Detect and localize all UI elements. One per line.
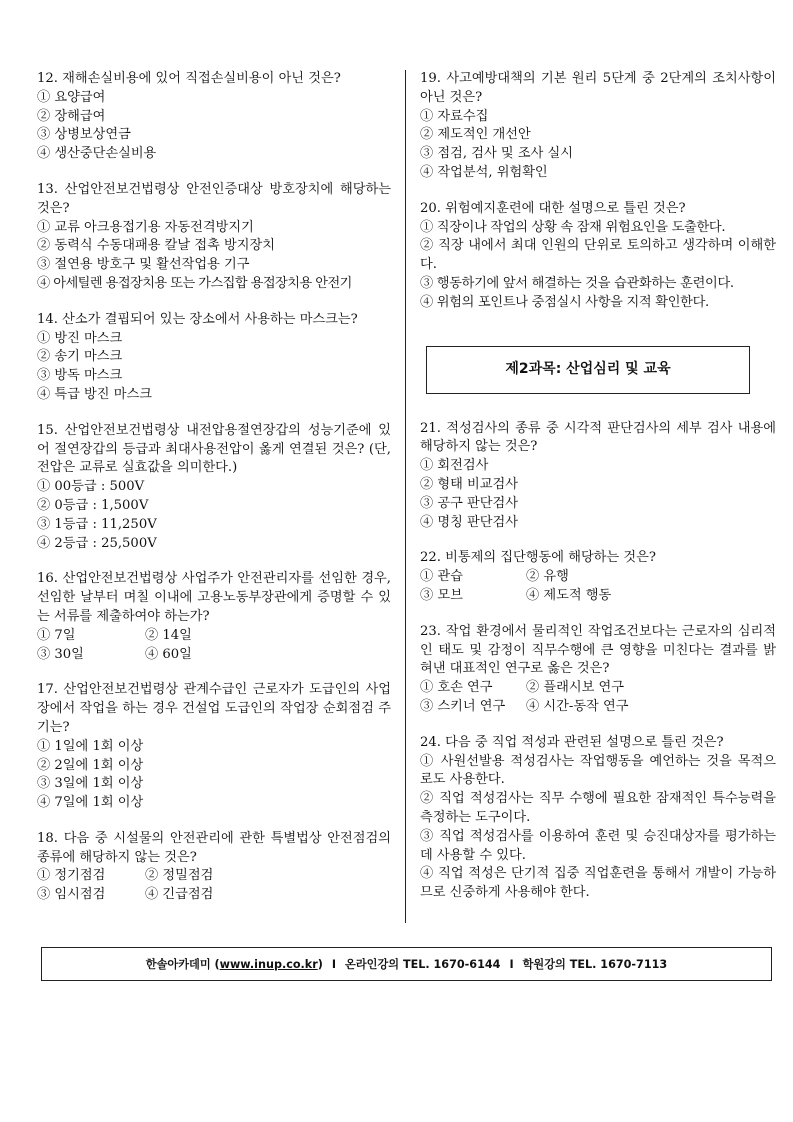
option-row: [37, 867, 391, 886]
option-3: ③ 1등급 : 11,250V: [37, 516, 157, 532]
question-19: [420, 70, 776, 183]
option-3: ③ 공구 판단검사: [420, 495, 519, 511]
option-4: ④ 작업분석, 위험확인: [420, 164, 548, 180]
option-4: ④ 생산중단손실비용: [37, 146, 157, 162]
footer-paren-open: (: [210, 957, 220, 971]
option-row: [420, 587, 776, 606]
right-column: [420, 70, 776, 920]
question-text: 15. 산업안전보건법령상 내전압용절연장갑의 성능기준에 있어 절연장갑의 등급과 최대사용전압이 옳게 연결된 것은? (단, 전압은 교류로 실효값을 의미한다.): [37, 422, 391, 476]
question-text: 16. 산업안전보건법령상 사업주가 안전관리자를 선임한 경우, 선임한 날부터 며칠 이내에 고용노동부장관에게 증명할 수 있는 서류를 제출하여야 하는가?: [37, 571, 391, 624]
question-13: [37, 181, 391, 294]
option-3: ③ 스키너 연구: [420, 698, 506, 714]
option-3: ③ 3일에 1회 이상: [37, 776, 144, 792]
question-text: 18. 다음 중 시설물의 안전관리에 관한 특별법상 안전점검의 종류에 해당하지 않는 것은?: [37, 830, 391, 865]
option-2: ② 직업 적성검사는 직무 수행에 필요한 잠재적인 특수능력을 측정하는 도구이다.: [420, 791, 776, 825]
question-text: 13. 산업안전보건법령상 안전인증대상 방호장치에 해당하는 것은?: [37, 181, 391, 216]
footer-url-link[interactable]: www.inup.co.kr: [219, 957, 318, 971]
question-text: 12. 재해손실비용에 있어 직접손실비용이 아닌 것은?: [37, 71, 341, 86]
question-22: [420, 549, 776, 605]
option-2: ② 플래시보 연구: [526, 680, 625, 696]
question-16: [37, 570, 391, 664]
question-text: 20. 위험예지훈련에 대한 설명으로 틀린 것은?: [420, 200, 686, 216]
option-row: [420, 698, 776, 717]
option-row: [37, 886, 391, 905]
option-4: ④ 특급 방진 마스크: [37, 386, 152, 402]
option-1: ① 요양급여: [37, 89, 106, 105]
option-2: ② 동력식 수동대패용 칼날 접촉 방지장치: [37, 238, 275, 254]
option-3: ③ 모브: [420, 587, 463, 603]
option-4: ④ 긴급점검: [145, 887, 214, 903]
option-1: ① 사원선발용 적성검사는 작업행동을 예언하는 것을 목적으로도 사용한다.: [420, 753, 776, 788]
option-4: ④ 2등급 : 25,500V: [37, 535, 157, 551]
question-21: [420, 420, 776, 533]
question-23: [420, 623, 776, 717]
question-text: 19. 사고예방대책의 기본 원리 5단계 중 2단계의 조치사항이 아닌 것은?: [420, 71, 776, 105]
option-1: ① 방진 마스크: [37, 330, 123, 346]
option-2: ② 정밀점검: [145, 868, 214, 884]
option-4: ④ 위험의 포인트나 중점실시 사항을 지적 확인한다.: [420, 294, 709, 310]
option-2: ② 14일: [145, 627, 192, 643]
question-24: [420, 734, 776, 903]
footer-offline-phone: 학원강의 TEL. 1670-7113: [522, 958, 668, 971]
option-2: ② 유행: [526, 569, 569, 585]
footer-separator: I: [331, 957, 337, 971]
question-15: [37, 422, 391, 554]
left-column: [37, 70, 391, 922]
option-3: ③ 임시점검: [37, 887, 106, 903]
option-2: ② 2일에 1회 이상: [37, 757, 144, 773]
option-1: ① 정기점검: [37, 868, 106, 884]
option-2: ② 형태 비교검사: [420, 476, 519, 492]
column-divider: [405, 70, 406, 923]
section-title-box: [426, 346, 750, 394]
option-2: ② 제도적인 개선안: [420, 127, 531, 143]
option-3: ③ 행동하기에 앞서 해결하는 것을 습관화하는 훈련이다.: [420, 275, 734, 291]
option-3: ③ 절연용 방호구 및 활선작업용 기구: [37, 257, 250, 273]
question-17: [37, 681, 391, 813]
footer-paren-close: ): [317, 957, 323, 971]
option-4: ④ 60일: [145, 646, 192, 662]
option-4: ④ 시간-동작 연구: [526, 698, 629, 714]
option-row: [420, 568, 776, 587]
option-4: ④ 명칭 판단검사: [420, 514, 519, 530]
option-1: ① 회전검사: [420, 458, 489, 474]
section-title: 제2과목: 산업심리 및 교육: [505, 361, 671, 378]
option-2: ② 직장 내에서 최대 인원의 단위로 토의하고 생각하며 이해한다.: [420, 238, 776, 273]
option-row: [37, 627, 391, 646]
option-1: ① 7일: [37, 627, 76, 643]
option-1: ① 00등급 : 500V: [37, 479, 145, 495]
question-text: 21. 적성검사의 종류 중 시각적 판단검사의 세부 검사 내용에 해당하지 않는 것은?: [420, 420, 776, 455]
question-20: [420, 200, 776, 313]
option-4: ④ 7일에 1회 이상: [37, 795, 144, 811]
question-14: [37, 311, 391, 405]
option-row: [420, 679, 776, 698]
option-4: ④ 제도적 행동: [526, 587, 612, 603]
question-text: 14. 산소가 결핍되어 있는 장소에서 사용하는 마스크는?: [37, 311, 358, 327]
option-2: ② 0등급 : 1,500V: [37, 497, 149, 513]
option-1: ① 교류 아크용접기용 자동전격방지기: [37, 219, 254, 235]
question-18: [37, 830, 391, 905]
option-3: ③ 방독 마스크: [37, 368, 123, 384]
option-1: ① 관습: [420, 569, 463, 585]
footer-box: [41, 947, 772, 981]
option-3: ③ 점검, 검사 및 조사 실시: [420, 146, 573, 162]
option-2: ② 송기 마스크: [37, 349, 123, 365]
option-4: ④ 직업 적성은 단기적 집중 직업훈련을 통해서 개발이 가능하므로 신중하게 사용해야 한다.: [420, 866, 776, 901]
option-3: ③ 상병보상연금: [37, 127, 131, 143]
question-text: 17. 산업안전보건법령상 관계수급인 근로자가 도급인의 사업장에서 작업을 하는 경우 건설업 도급인의 작업장 순회점검 주기는?: [37, 682, 391, 735]
option-row: [37, 646, 391, 665]
question-text: 23. 작업 환경에서 물리적인 작업조건보다는 근로자의 심리적인 태도 및 감정이 직무수행에 큰 영향을 미친다는 결과를 밝혀낸 대표적인 연구로 옳은 것은?: [420, 623, 776, 677]
footer-separator: I: [509, 957, 514, 971]
option-4: ④ 아세틸렌 용접장치용 또는 가스집합 용접장치용 안전기: [37, 275, 352, 291]
option-1: ① 자료수집: [420, 108, 489, 124]
footer-brand: 한솔아카데미: [145, 958, 211, 971]
option-1: ① 호손 연구: [420, 680, 493, 696]
option-3: ③ 직업 적성검사를 이용하여 훈련 및 승진대상자를 평가하는데 사용할 수 있다.: [420, 828, 776, 863]
option-1: ① 1일에 1회 이상: [37, 738, 144, 754]
option-3: ③ 30일: [37, 646, 84, 662]
question-12: [37, 70, 391, 164]
footer-online-phone: 온라인강의 TEL. 1670-6144: [345, 958, 501, 971]
option-2: ② 장해급여: [37, 108, 106, 124]
option-1: ① 직장이나 작업의 상황 속 잠재 위험요인을 도출한다.: [420, 219, 726, 235]
question-text: 24. 다음 중 직업 적성과 관련된 설명으로 틀린 것은?: [420, 734, 724, 750]
question-text: 22. 비통제의 집단행동에 해당하는 것은?: [420, 550, 656, 566]
